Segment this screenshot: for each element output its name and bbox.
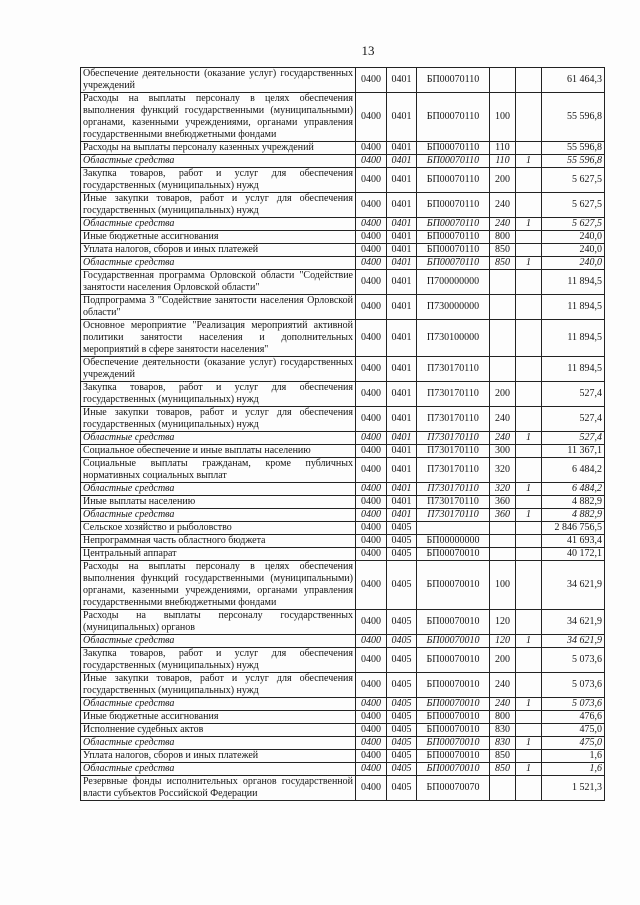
expense-type-cell: 850 [490,257,516,270]
table-row [81,357,605,382]
funding-source-cell [516,750,542,763]
section-code-cell: 0400 [356,522,387,535]
section-code-cell: 0400 [356,509,387,522]
target-article-cell [417,522,490,535]
section-code-cell: 0400 [356,445,387,458]
funding-source-cell: 1 [516,432,542,445]
funding-source-cell [516,68,542,93]
expense-type-cell: 240 [490,432,516,445]
amount-cell: 11 894,5 [542,320,605,357]
section-code-cell: 0400 [356,711,387,724]
funding-source-cell: 1 [516,635,542,648]
amount-cell: 527,4 [542,382,605,407]
amount-cell: 5 627,5 [542,193,605,218]
amount-cell: 11 894,5 [542,357,605,382]
subsection-code-cell: 0401 [387,257,417,270]
funding-source-cell [516,407,542,432]
amount-cell: 11 894,5 [542,270,605,295]
section-code-cell: 0400 [356,635,387,648]
funding-source-cell [516,93,542,142]
expense-type-cell: 360 [490,509,516,522]
row-name-cell: Закупка товаров, работ и услуг для обеспечения государственных (муниципальных) нужд [81,168,356,193]
table-row [81,382,605,407]
subsection-code-cell: 0401 [387,432,417,445]
table-row [81,93,605,142]
funding-source-cell: 1 [516,218,542,231]
target-article-cell: П730170110 [417,458,490,483]
funding-source-cell [516,522,542,535]
section-code-cell: 0400 [356,673,387,698]
target-article-cell: П730170110 [417,509,490,522]
section-code-cell: 0400 [356,483,387,496]
expense-type-cell: 360 [490,496,516,509]
subsection-code-cell: 0401 [387,407,417,432]
table-row [81,68,605,93]
amount-cell: 40 172,1 [542,548,605,561]
amount-cell: 1,6 [542,763,605,776]
expense-type-cell [490,535,516,548]
section-code-cell: 0400 [356,295,387,320]
expense-type-cell: 100 [490,561,516,610]
expense-type-cell: 240 [490,218,516,231]
funding-source-cell [516,458,542,483]
amount-cell: 240,0 [542,244,605,257]
expense-type-cell: 110 [490,155,516,168]
table-row [81,193,605,218]
target-article-cell: П730170110 [417,483,490,496]
amount-cell: 5 073,6 [542,673,605,698]
amount-cell: 5 073,6 [542,648,605,673]
target-article-cell: БП00070010 [417,561,490,610]
row-name-cell: Сельское хозяйство и рыболовство [81,522,356,535]
table-row [81,496,605,509]
section-code-cell: 0400 [356,155,387,168]
amount-cell: 55 596,8 [542,142,605,155]
subsection-code-cell: 0401 [387,445,417,458]
subsection-code-cell: 0401 [387,231,417,244]
expense-type-cell: 200 [490,382,516,407]
subsection-code-cell: 0401 [387,142,417,155]
expense-type-cell [490,295,516,320]
row-name-cell: Подпрограмма 3 "Содействие занятости населения Орловской области" [81,295,356,320]
section-code-cell: 0400 [356,561,387,610]
subsection-code-cell: 0401 [387,155,417,168]
amount-cell: 55 596,8 [542,155,605,168]
table-row [81,750,605,763]
table-row [81,407,605,432]
subsection-code-cell: 0405 [387,522,417,535]
subsection-code-cell: 0401 [387,270,417,295]
amount-cell: 6 484,2 [542,458,605,483]
subsection-code-cell: 0405 [387,561,417,610]
row-name-cell: Расходы на выплаты персоналу в целях обеспечения выполнения функций государственными (муниципальными) органами, казенными учреждениями, органами управления государственными внебюджетными фондами [81,93,356,142]
row-name-cell: Уплата налогов, сборов и иных платежей [81,750,356,763]
subsection-code-cell: 0401 [387,93,417,142]
row-name-cell: Закупка товаров, работ и услуг для обеспечения государственных (муниципальных) нужд [81,648,356,673]
table-row [81,698,605,711]
table-row [81,648,605,673]
page-number: 13 [361,43,375,58]
amount-cell: 6 484,2 [542,483,605,496]
row-name-cell: Основное мероприятие "Реализация мероприятий активной политики занятости населения и дополнительных мероприятий в сфере занятости населения" [81,320,356,357]
section-code-cell: 0400 [356,458,387,483]
row-name-cell: Областные средства [81,218,356,231]
section-code-cell: 0400 [356,407,387,432]
table-row [81,737,605,750]
target-article-cell: П730100000 [417,320,490,357]
expense-type-cell: 830 [490,737,516,750]
funding-source-cell [516,711,542,724]
funding-source-cell [516,610,542,635]
target-article-cell: БП00070010 [417,635,490,648]
amount-cell: 475,0 [542,737,605,750]
expense-type-cell [490,548,516,561]
funding-source-cell [516,496,542,509]
expense-type-cell [490,357,516,382]
amount-cell: 1 521,3 [542,776,605,801]
funding-source-cell: 1 [516,155,542,168]
budget-table-body [81,68,605,801]
section-code-cell: 0400 [356,68,387,93]
table-row [81,561,605,610]
target-article-cell: П730170110 [417,432,490,445]
subsection-code-cell: 0401 [387,320,417,357]
target-article-cell: БП00070010 [417,724,490,737]
amount-cell: 5 627,5 [542,168,605,193]
target-article-cell: БП00070110 [417,68,490,93]
target-article-cell: БП00070110 [417,244,490,257]
expense-type-cell: 850 [490,750,516,763]
expense-type-cell: 120 [490,635,516,648]
subsection-code-cell: 0401 [387,244,417,257]
table-row [81,458,605,483]
subsection-code-cell: 0405 [387,763,417,776]
section-code-cell: 0400 [356,231,387,244]
table-row [81,483,605,496]
section-code-cell: 0400 [356,218,387,231]
section-code-cell: 0400 [356,244,387,257]
target-article-cell: БП00070070 [417,776,490,801]
table-row [81,522,605,535]
table-row [81,711,605,724]
target-article-cell: БП00070110 [417,231,490,244]
row-name-cell: Исполнение судебных актов [81,724,356,737]
target-article-cell: П730170110 [417,357,490,382]
target-article-cell: БП00070010 [417,673,490,698]
section-code-cell: 0400 [356,382,387,407]
amount-cell: 11 894,5 [542,295,605,320]
row-name-cell: Уплата налогов, сборов и иных платежей [81,244,356,257]
expense-type-cell: 320 [490,483,516,496]
funding-source-cell: 1 [516,698,542,711]
budget-table [80,67,605,801]
expense-type-cell: 100 [490,93,516,142]
row-name-cell: Областные средства [81,698,356,711]
expense-type-cell: 850 [490,763,516,776]
amount-cell: 34 621,9 [542,561,605,610]
section-code-cell: 0400 [356,548,387,561]
target-article-cell: БП00070010 [417,737,490,750]
subsection-code-cell: 0401 [387,382,417,407]
amount-cell: 2 846 756,5 [542,522,605,535]
funding-source-cell [516,168,542,193]
funding-source-cell: 1 [516,763,542,776]
row-name-cell: Иные закупки товаров, работ и услуг для обеспечения государственных (муниципальных) нужд [81,407,356,432]
table-row [81,257,605,270]
amount-cell: 11 367,1 [542,445,605,458]
table-row [81,320,605,357]
table-row [81,445,605,458]
table-row [81,295,605,320]
amount-cell: 34 621,9 [542,635,605,648]
row-name-cell: Областные средства [81,635,356,648]
target-article-cell: БП00070010 [417,610,490,635]
table-row [81,218,605,231]
table-row [81,509,605,522]
section-code-cell: 0400 [356,776,387,801]
target-article-cell: П730170110 [417,407,490,432]
target-article-cell: БП00070010 [417,698,490,711]
target-article-cell: БП00070110 [417,257,490,270]
table-row [81,168,605,193]
subsection-code-cell: 0405 [387,698,417,711]
subsection-code-cell: 0401 [387,168,417,193]
section-code-cell: 0400 [356,724,387,737]
row-name-cell: Иные выплаты населению [81,496,356,509]
subsection-code-cell: 0401 [387,295,417,320]
row-name-cell: Областные средства [81,257,356,270]
row-name-cell: Областные средства [81,763,356,776]
row-name-cell: Непрограммная часть областного бюджета [81,535,356,548]
funding-source-cell: 1 [516,737,542,750]
target-article-cell: БП00070110 [417,218,490,231]
section-code-cell: 0400 [356,737,387,750]
expense-type-cell: 110 [490,142,516,155]
subsection-code-cell: 0405 [387,535,417,548]
funding-source-cell: 1 [516,483,542,496]
funding-source-cell [516,648,542,673]
expense-type-cell: 320 [490,458,516,483]
expense-type-cell [490,320,516,357]
row-name-cell: Областные средства [81,509,356,522]
amount-cell: 55 596,8 [542,93,605,142]
expense-type-cell [490,522,516,535]
funding-source-cell [516,382,542,407]
expense-type-cell: 830 [490,724,516,737]
row-name-cell: Центральный аппарат [81,548,356,561]
funding-source-cell [516,142,542,155]
section-code-cell: 0400 [356,496,387,509]
section-code-cell: 0400 [356,270,387,295]
funding-source-cell [516,193,542,218]
target-article-cell: БП00070010 [417,750,490,763]
target-article-cell: БП00070110 [417,93,490,142]
section-code-cell: 0400 [356,168,387,193]
subsection-code-cell: 0405 [387,750,417,763]
target-article-cell: БП00070110 [417,193,490,218]
subsection-code-cell: 0405 [387,635,417,648]
table-row [81,610,605,635]
expense-type-cell: 200 [490,648,516,673]
section-code-cell: 0400 [356,698,387,711]
amount-cell: 240,0 [542,231,605,244]
row-name-cell: Резервные фонды исполнительных органов государственной власти субъектов Российской Федерации [81,776,356,801]
expense-type-cell: 240 [490,698,516,711]
expense-type-cell: 850 [490,244,516,257]
row-name-cell: Социальные выплаты гражданам, кроме публичных нормативных социальных выплат [81,458,356,483]
amount-cell: 4 882,9 [542,496,605,509]
expense-type-cell [490,68,516,93]
section-code-cell: 0400 [356,93,387,142]
subsection-code-cell: 0405 [387,711,417,724]
section-code-cell: 0400 [356,432,387,445]
expense-type-cell: 240 [490,673,516,698]
amount-cell: 61 464,3 [542,68,605,93]
row-name-cell: Областные средства [81,483,356,496]
amount-cell: 5 073,6 [542,698,605,711]
section-code-cell: 0400 [356,320,387,357]
table-row [81,635,605,648]
target-article-cell: П730170110 [417,496,490,509]
subsection-code-cell: 0401 [387,218,417,231]
amount-cell: 240,0 [542,257,605,270]
section-code-cell: 0400 [356,257,387,270]
subsection-code-cell: 0405 [387,648,417,673]
row-name-cell: Областные средства [81,155,356,168]
target-article-cell: БП00000000 [417,535,490,548]
target-article-cell: БП00070110 [417,142,490,155]
target-article-cell: БП00070010 [417,763,490,776]
subsection-code-cell: 0401 [387,496,417,509]
table-row [81,231,605,244]
row-name-cell: Государственная программа Орловской области "Содействие занятости населения Орловской области" [81,270,356,295]
subsection-code-cell: 0405 [387,610,417,635]
subsection-code-cell: 0401 [387,193,417,218]
target-article-cell: БП00070110 [417,155,490,168]
funding-source-cell [516,357,542,382]
subsection-code-cell: 0401 [387,458,417,483]
expense-type-cell [490,776,516,801]
target-article-cell: БП00070010 [417,548,490,561]
subsection-code-cell: 0405 [387,737,417,750]
subsection-code-cell: 0405 [387,673,417,698]
section-code-cell: 0400 [356,142,387,155]
amount-cell: 1,6 [542,750,605,763]
expense-type-cell: 800 [490,231,516,244]
table-row [81,535,605,548]
section-code-cell: 0400 [356,193,387,218]
amount-cell: 4 882,9 [542,509,605,522]
table-row [81,432,605,445]
table-row [81,142,605,155]
expense-type-cell: 240 [490,407,516,432]
target-article-cell: П730170110 [417,382,490,407]
subsection-code-cell: 0401 [387,68,417,93]
funding-source-cell [516,445,542,458]
section-code-cell: 0400 [356,750,387,763]
target-article-cell: П700000000 [417,270,490,295]
section-code-cell: 0400 [356,610,387,635]
row-name-cell: Расходы на выплаты персоналу в целях обеспечения выполнения функций государственными (муниципальными) органами, казенными учреждениями, органами управления государственными внебюджетными фондами [81,561,356,610]
row-name-cell: Иные бюджетные ассигнования [81,231,356,244]
section-code-cell: 0400 [356,535,387,548]
table-row [81,155,605,168]
funding-source-cell [516,295,542,320]
row-name-cell: Иные закупки товаров, работ и услуг для обеспечения государственных (муниципальных) нужд [81,673,356,698]
expense-type-cell: 800 [490,711,516,724]
table-row [81,548,605,561]
target-article-cell: П730170110 [417,445,490,458]
table-row [81,724,605,737]
funding-source-cell [516,535,542,548]
row-name-cell: Областные средства [81,737,356,750]
amount-cell: 41 693,4 [542,535,605,548]
funding-source-cell [516,320,542,357]
row-name-cell: Областные средства [81,432,356,445]
target-article-cell: П730000000 [417,295,490,320]
section-code-cell: 0400 [356,357,387,382]
subsection-code-cell: 0401 [387,483,417,496]
table-row [81,270,605,295]
row-name-cell: Обеспечение деятельности (оказание услуг) государственных учреждений [81,357,356,382]
target-article-cell: БП00070110 [417,168,490,193]
funding-source-cell [516,231,542,244]
funding-source-cell: 1 [516,257,542,270]
subsection-code-cell: 0401 [387,357,417,382]
target-article-cell: БП00070010 [417,648,490,673]
table-row [81,763,605,776]
funding-source-cell: 1 [516,509,542,522]
table-row [81,244,605,257]
section-code-cell: 0400 [356,648,387,673]
expense-type-cell: 120 [490,610,516,635]
expense-type-cell: 200 [490,168,516,193]
row-name-cell: Иные бюджетные ассигнования [81,711,356,724]
subsection-code-cell: 0405 [387,776,417,801]
row-name-cell: Социальное обеспечение и иные выплаты населению [81,445,356,458]
row-name-cell: Иные закупки товаров, работ и услуг для обеспечения государственных (муниципальных) нужд [81,193,356,218]
expense-type-cell: 240 [490,193,516,218]
funding-source-cell [516,270,542,295]
expense-type-cell [490,270,516,295]
funding-source-cell [516,776,542,801]
amount-cell: 5 627,5 [542,218,605,231]
target-article-cell: БП00070010 [417,711,490,724]
amount-cell: 476,6 [542,711,605,724]
funding-source-cell [516,673,542,698]
amount-cell: 34 621,9 [542,610,605,635]
row-name-cell: Обеспечение деятельности (оказание услуг) государственных учреждений [81,68,356,93]
subsection-code-cell: 0405 [387,724,417,737]
row-name-cell: Расходы на выплаты персоналу государственных (муниципальных) органов [81,610,356,635]
section-code-cell: 0400 [356,763,387,776]
subsection-code-cell: 0401 [387,509,417,522]
funding-source-cell [516,244,542,257]
table-row [81,776,605,801]
table-row [81,673,605,698]
funding-source-cell [516,724,542,737]
amount-cell: 527,4 [542,407,605,432]
amount-cell: 475,0 [542,724,605,737]
funding-source-cell [516,561,542,610]
funding-source-cell [516,548,542,561]
amount-cell: 527,4 [542,432,605,445]
expense-type-cell: 300 [490,445,516,458]
row-name-cell: Закупка товаров, работ и услуг для обеспечения государственных (муниципальных) нужд [81,382,356,407]
row-name-cell: Расходы на выплаты персоналу казенных учреждений [81,142,356,155]
subsection-code-cell: 0405 [387,548,417,561]
